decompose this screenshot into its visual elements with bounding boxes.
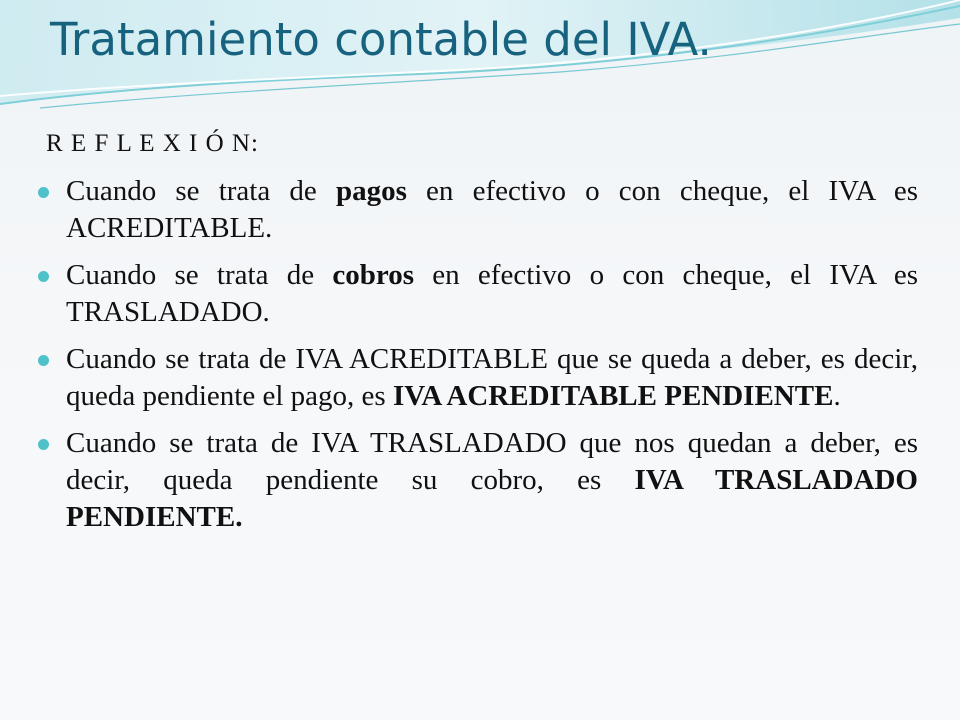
bullet-text: Cuando se trata de IVA TRASLADADO que nos quedan a deber, es decir, queda pendiente su cobro, es [66,427,918,496]
bullet-emphasis: IVA TRASLADADO PENDIENTE. [66,464,918,533]
bullet-item [30,425,918,536]
bullet-emphasis: IVA ACREDITABLE PENDIENTE [392,380,834,412]
bullet-text: en efectivo o con cheque, el IVA es ACREDITABLE. [66,175,918,244]
bullet-text: Cuando se trata de [66,175,336,207]
slide-title: Tratamiento contable del IVA. [50,13,712,66]
bullet-dot-icon [38,187,49,198]
section-heading: R E F L E X I Ó N: [46,130,259,157]
bullet-item [30,173,918,247]
bullet-item [30,257,918,331]
bullet-item [30,341,918,415]
bullet-emphasis: cobros [332,259,414,291]
bullet-text: en efectivo o con cheque, el IVA es TRASLADADO. [66,259,918,328]
bullet-text: . [833,380,841,412]
bullet-dot-icon [38,439,49,450]
bullet-emphasis: pagos [335,175,407,207]
bullet-dot-icon [38,355,49,366]
bullet-dot-icon [38,271,49,282]
bullet-text: Cuando se trata de [66,259,333,291]
bullet-text: Cuando se trata de IVA ACREDITABLE que se queda a deber, es decir, queda pendiente el pago, es [66,343,918,412]
bullet-list [30,173,918,546]
